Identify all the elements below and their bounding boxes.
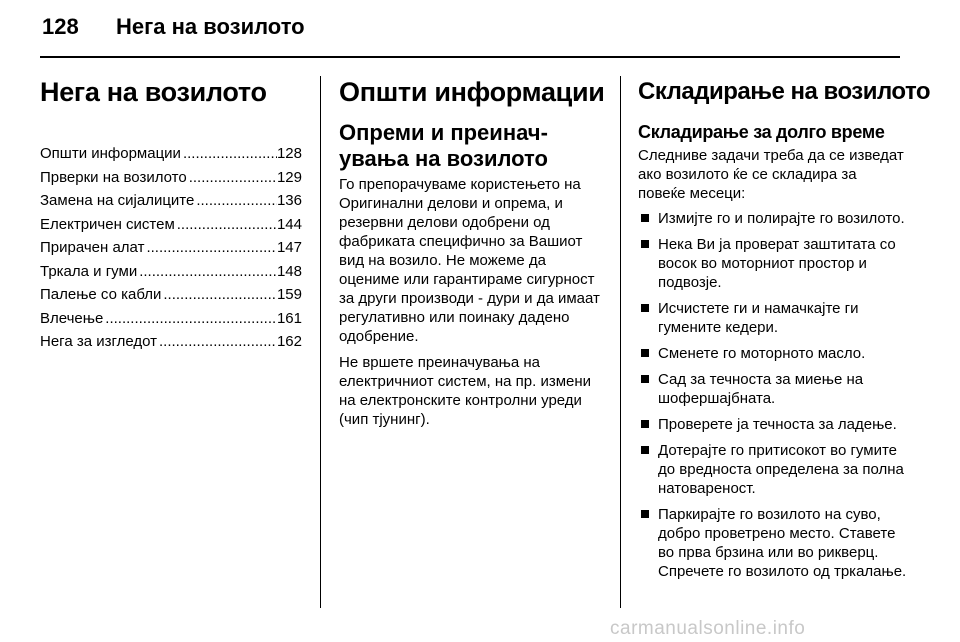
subsection-heading: Складирање за долго време [638,122,885,142]
chapter-title: Нега на возилото [40,77,267,107]
toc-entry-label: Замена на сијалиците [40,192,195,209]
toc-entry-label: Нега за изгледот [40,333,158,350]
toc-entry-label: Прирачен алат [40,239,145,256]
toc-leader-dots [187,166,277,190]
toc-entry-page: 147 [276,239,302,256]
toc-leader-dots [157,330,277,354]
list-item-text: Исчистете ги и намачкајте ги гумените кедери. [658,300,859,336]
toc-entry-label: Електричен систем [40,215,175,233]
list-item [638,299,908,337]
toc-entry[interactable] [40,283,302,307]
toc-entry-label: Прверки на возилото [40,168,187,186]
table-of-contents [40,142,302,354]
toc-entry-label: Палење со кабли [40,286,162,303]
running-title: Нега на возилото [116,14,305,39]
toc-leader-dots [137,260,277,284]
section-title: Општи информации [339,77,605,107]
section-title: Складирање на возилото [638,78,931,105]
toc-entry-page: 148 [276,262,302,280]
toc-leader-dots [175,213,277,237]
bullet-square-icon [641,240,649,248]
toc-entry[interactable] [40,142,302,166]
bullet-square-icon [641,349,649,357]
list-item [638,344,908,363]
toc-entry-page: 136 [276,192,302,209]
toc-entry-label: Тркала и гуми [40,262,138,280]
toc-leader-dots [161,283,277,307]
storage-checklist [638,209,908,581]
bullet-square-icon [641,446,649,454]
toc-leader-dots [181,142,277,166]
bullet-square-icon [641,420,649,428]
list-item [638,415,908,434]
body-paragraph: Не вршете преиначувања на електричниот систем, на пр. измени на електронските контролни уреди (чип тјунинг). [339,354,592,428]
list-item-text: Дотерајте го притисокот во гумите до вредноста определена за полна натовареност. [658,442,904,497]
toc-entry-page: 161 [276,309,302,327]
bullet-square-icon [641,304,649,312]
toc-entry[interactable] [40,236,302,260]
list-item-text: Паркирајте го возилото на суво, добро проветрено место. Ставете во прва брзина или во рикверц. Спречете го возилото од тркалање. [658,506,907,580]
column-divider [620,76,621,608]
toc-entry[interactable] [40,213,302,237]
page-number: 128 [42,14,79,39]
toc-entry-label: Општи информации [40,145,181,162]
list-item-text: Измијте го и полирајте го возилото. [658,210,905,227]
storage-column [638,76,931,588]
body-paragraph: Го препорачуваме користењето на Оригинални делови и опрема, и резервни делови одобрени од фабриката специфично за Вашиот вид на возило. Не можеме да оцениме или гарантираме сигурност за други производи - дури и да имаат регулативно или поинаку дадено одобрение. [339,176,600,345]
toc-entry-label: Влечење [40,309,104,327]
toc-leader-dots [144,236,277,260]
list-item [638,370,908,408]
list-item-text: Сменете го моторното масло. [658,345,866,362]
subsection-heading: Опреми и преиначувања на возилото [339,120,548,171]
toc-entry-page: 129 [276,168,302,186]
list-item [638,505,908,581]
toc-leader-dots [194,189,277,213]
toc-entry[interactable] [40,260,302,284]
toc-entry-page: 144 [276,215,302,233]
general-info-column [339,76,605,429]
header-rule [40,56,900,58]
list-item [638,235,908,292]
toc-entry-page: 162 [276,333,302,350]
contents-column [40,76,302,354]
toc-entry[interactable] [40,307,302,331]
bullet-square-icon [641,510,649,518]
toc-entry-page: 128 [276,145,302,162]
list-item [638,441,908,498]
list-item [638,209,908,228]
toc-entry-page: 159 [276,286,302,303]
column-divider [320,76,321,608]
intro-paragraph: Следниве задачи треба да се изведат ако возилото ќе се складира за повеќе месеци: [638,147,904,202]
list-item-text: Проверете ја течноста за ладење. [658,416,897,433]
toc-entry[interactable] [40,189,302,213]
bullet-square-icon [641,375,649,383]
toc-entry[interactable] [40,166,302,190]
toc-entry[interactable] [40,330,302,354]
bullet-square-icon [641,214,649,222]
toc-leader-dots [103,307,277,331]
list-item-text: Нека Ви ја проверат заштитата со восок во моторниот простор и подвозје. [658,236,896,291]
list-item-text: Сад за течноста за миење на шофершајбната. [658,371,864,407]
watermark[interactable]: carmanualsonline.info [610,618,806,639]
